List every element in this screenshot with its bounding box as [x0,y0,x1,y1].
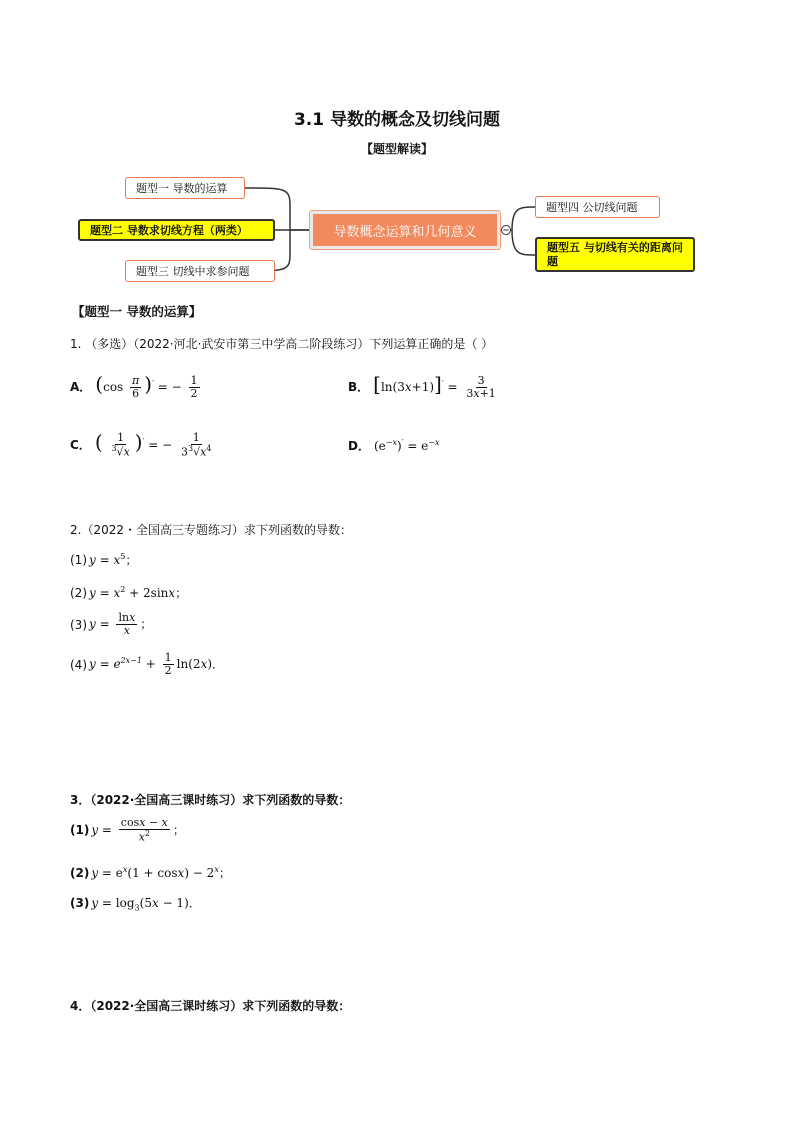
option-d [348,437,440,454]
question-2-item-4 [70,652,224,677]
question-2-item-4-number: (4) [70,657,87,672]
question-2-item-1 [70,551,137,568]
option-c [70,430,216,459]
option-b [348,372,501,400]
question-3-item-3-formula: $y = \log_3(5x - 1)$． [91,896,201,913]
question-2-stem: 2.（2022・全国高三专题练习）求下列函数的导数： [70,523,352,537]
mindmap-node-type2-label: 题型二 导数求切线方程（两类） [90,224,248,237]
connector-right-2 [512,230,535,255]
question-4-stem: 4．（2022·全国高三课时练习）求下列函数的导数： [70,999,351,1013]
option-a-label: A． [70,379,92,394]
question-2-item-2 [70,584,187,601]
question-3-item-2-formula: $y = e^x(1 + \cos x) - 2^x$； [91,865,231,880]
mindmap-center-node [310,211,500,249]
mindmap-node-type3-label: 题型三 切线中求参问题 [136,265,250,278]
option-c-label: C． [70,437,91,452]
mindmap-center-label: 导数概念运算和几何意义 [333,224,477,240]
question-2-item-2-formula: $y = x^2 + 2\sin x$； [89,585,188,600]
question-3-stem: 3．（2022·全国高三课时练习）求下列函数的导数： [70,793,351,807]
mindmap-node-type5-label: 题型五 与切线有关的距离问题 [547,240,683,268]
mindmap-node-type2 [78,219,275,241]
page-subtitle: 【题型解读】 [360,142,433,156]
mindmap-node-type1-label: 题型一 导数的运算 [136,182,228,195]
question-2-item-4-formula: $y = e^{2x-1}$ + $\frac{1}{2}$ ln(2x)． [89,651,225,678]
mindmap-node-type3 [125,260,275,282]
option-a [70,372,203,400]
question-3-item-2-number: (2) [70,865,90,880]
question-3-item-1-formula: y = $\frac{\cos x - x}{x^2}$ ； [91,816,185,844]
mindmap-node-type1 [125,177,245,199]
section-heading: 【题型一 导数的运算】 [72,304,202,319]
option-d-label: D． [348,439,370,453]
option-b-formula: [ln(3x+1)]′ = $\frac{3}{3x+1}$ [373,372,496,400]
question-1-stem: 1. （多选）（2022·河北·武安市第三中学高二阶段练习）下列运算正确的是（ ） [70,337,494,351]
question-2-item-1-formula: $y = x^5$； [89,552,138,567]
question-3-item-1-number: (1) [70,823,90,838]
question-2-item-3-formula: y = $\frac{\ln x}{x}$ ； [89,611,153,638]
question-3-item-3 [70,894,201,912]
question-3-item-3-number: (3) [70,896,90,911]
mindmap-node-type4 [535,196,660,218]
option-a-formula: (cos $\frac{\pi}{6}$ )′ = − $\frac{1}{2}$ [95,372,198,400]
option-c-formula: ( $\frac{1}{^3√x}$ )′ = − $\frac{1}{3^3√x^4}$ [94,430,212,459]
option-d-formula: $(e^{-x})' = e^{-x}$ [373,438,440,453]
mindmap-node-type5 [535,237,695,272]
question-2-item-3-number: (3) [70,617,87,632]
question-2-item-3 [70,612,152,637]
question-3-item-1 [70,817,185,844]
question-2-item-1-number: (1) [70,552,87,567]
question-2-item-2-number: (2) [70,585,87,600]
page-title: 3.1 导数的概念及切线问题 [293,110,501,130]
question-3-item-2 [70,864,231,881]
option-b-label: B． [348,379,370,394]
mindmap-node-type4-label: 题型四 公切线问题 [546,201,638,214]
